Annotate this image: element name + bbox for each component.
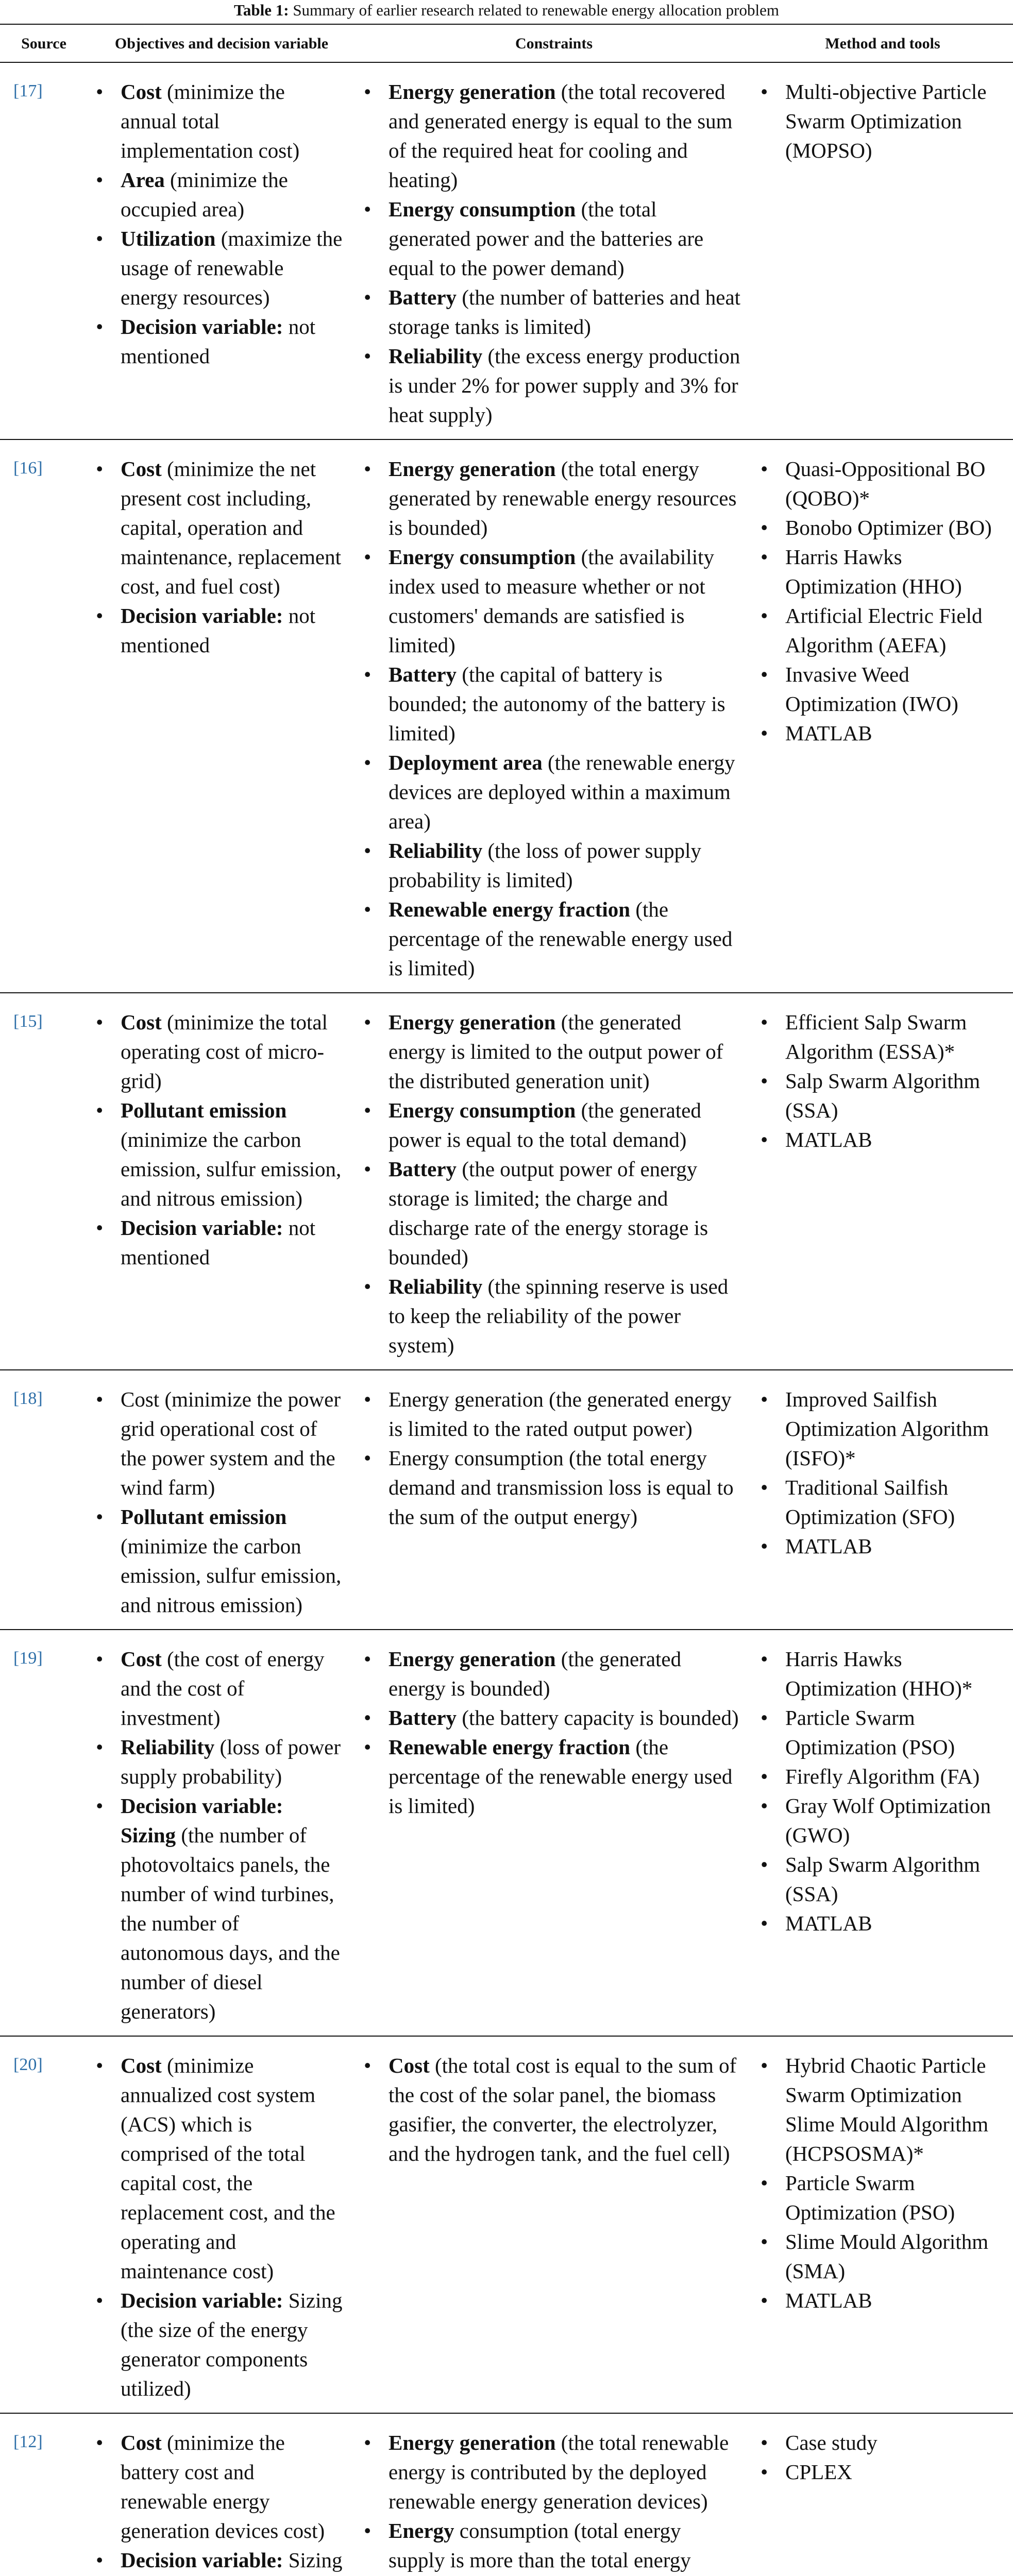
item-text: Bonobo Optimizer (BO) xyxy=(785,516,992,539)
item-keyword: Decision variable: xyxy=(121,604,283,628)
methods-cell xyxy=(752,1370,1013,1630)
column-header-methods: Method and tools xyxy=(752,24,1013,62)
list-item xyxy=(356,1444,752,1532)
methods-list xyxy=(752,2051,1013,2315)
item-keyword: Deployment area xyxy=(389,751,543,774)
list-item xyxy=(88,601,356,660)
item-keyword: Energy generation xyxy=(389,1010,556,1034)
item-keyword: Reliability xyxy=(389,1275,483,1298)
item-text: Slime Mould Algorithm (SMA) xyxy=(785,2230,989,2283)
constraints-list xyxy=(356,1385,752,1532)
item-text: (the total generated power and the batteries are equal to the power demand) xyxy=(389,197,704,280)
constraints-list xyxy=(356,1008,752,1360)
item-keyword: Utilization xyxy=(121,227,216,250)
methods-cell xyxy=(752,62,1013,439)
item-text: (minimize the annual total implementation cost) xyxy=(121,80,300,162)
item-text: Energy generation (the generated energy is limited to the rated output power) xyxy=(389,1387,732,1440)
objectives-list xyxy=(88,1008,356,1272)
item-keyword: Cost xyxy=(121,2431,162,2454)
list-item xyxy=(356,1385,752,1444)
item-text: Hybrid Chaotic Particle Swarm Optimization Slime Mould Algorithm (HCPSOSMA)* xyxy=(785,2054,989,2165)
objectives-cell xyxy=(88,1630,356,2036)
constraints-cell xyxy=(356,2413,752,2576)
list-item xyxy=(356,543,752,660)
constraints-list xyxy=(356,77,752,430)
list-item xyxy=(752,1762,1013,1791)
list-item xyxy=(88,1213,356,1272)
item-text: (loss of power supply probability) xyxy=(121,1735,341,1788)
list-item xyxy=(356,2051,752,2168)
constraints-cell xyxy=(356,993,752,1370)
item-text: Harris Hawks Optimization (HHO) xyxy=(785,545,962,598)
item-text: not mentioned xyxy=(121,604,316,657)
column-header-objectives: Objectives and decision variable xyxy=(88,24,356,62)
list-item xyxy=(752,1645,1013,1703)
source-citation-link[interactable]: [16] xyxy=(0,439,88,993)
item-text: (the spinning reserve is used to keep the reliability of the power system) xyxy=(389,1275,729,1357)
list-item xyxy=(752,1909,1013,1938)
item-text: Particle Swarm Optimization (PSO) xyxy=(785,1706,955,1759)
list-item xyxy=(356,1272,752,1360)
list-item xyxy=(752,1791,1013,1850)
list-item xyxy=(356,836,752,895)
source-citation-link[interactable]: [15] xyxy=(0,993,88,1370)
item-keyword: Decision variable: Sizing xyxy=(121,1794,283,1847)
item-text: (the total energy generated by renewable energy resources is bounded) xyxy=(389,457,737,539)
item-text: Artificial Electric Field Algorithm (AEFA) xyxy=(785,604,983,657)
methods-list xyxy=(752,1385,1013,1561)
item-text: MATLAB xyxy=(785,1128,872,1151)
item-keyword: Reliability xyxy=(389,344,483,368)
list-item xyxy=(752,660,1013,719)
list-item xyxy=(356,660,752,748)
item-text: Gray Wolf Optimization (GWO) xyxy=(785,1794,991,1847)
item-keyword: Energy generation xyxy=(389,80,556,104)
table-body xyxy=(0,62,1013,2576)
methods-cell xyxy=(752,2036,1013,2413)
item-keyword: Battery xyxy=(389,285,457,309)
item-text: (the number of photovoltaics panels, the number of wind turbines, the number of autonomous days, and the number of diesel generators) xyxy=(121,1823,340,2023)
item-text: Energy consumption (the total energy demand and transmission loss is equal to the sum of the output energy) xyxy=(389,1446,734,1529)
item-text: (minimize the carbon emission, sulfur emission, and nitrous emission) xyxy=(121,1128,342,1210)
item-keyword: Energy generation xyxy=(389,2431,556,2454)
list-item xyxy=(752,2458,1013,2487)
objectives-list xyxy=(88,77,356,371)
list-item xyxy=(356,2516,752,2576)
list-item xyxy=(356,342,752,430)
list-item xyxy=(356,77,752,195)
list-item xyxy=(752,513,1013,543)
objectives-list xyxy=(88,454,356,660)
item-keyword: Energy consumption xyxy=(389,197,576,221)
objectives-cell xyxy=(88,2036,356,2413)
item-text: MATLAB xyxy=(785,1911,872,1935)
item-text: Sizing xyxy=(288,2548,343,2572)
list-item xyxy=(356,748,752,836)
list-item xyxy=(752,1008,1013,1066)
methods-list xyxy=(752,1008,1013,1155)
list-item xyxy=(356,1008,752,1096)
header-row xyxy=(0,24,1013,62)
item-text: (the generated power is equal to the total demand) xyxy=(389,1098,701,1151)
list-item xyxy=(752,543,1013,601)
item-keyword: Decision variable: xyxy=(121,2289,283,2312)
item-keyword: Cost xyxy=(121,80,162,104)
item-keyword: Energy consumption xyxy=(389,1098,576,1122)
list-item xyxy=(88,1733,356,1791)
methods-cell xyxy=(752,439,1013,993)
objectives-cell xyxy=(88,62,356,439)
item-keyword: Cost xyxy=(121,1010,162,1034)
item-text: (the loss of power supply probability is limited) xyxy=(389,839,701,892)
item-text: (the cost of energy and the cost of investment) xyxy=(121,1647,325,1730)
item-text: (the excess energy production is under 2% for power supply and 3% for heat supply) xyxy=(389,344,740,427)
item-keyword: Battery xyxy=(389,1157,457,1181)
item-text: consumption (total energy supply is more than the total energy xyxy=(389,2519,691,2572)
constraints-list xyxy=(356,2051,752,2168)
item-text: (the generated energy is bounded) xyxy=(389,1647,682,1700)
item-keyword: Energy generation xyxy=(389,457,556,481)
item-text: Multi-objective Particle Swarm Optimization (MOPSO) xyxy=(785,80,987,162)
item-keyword: Decision variable: xyxy=(121,315,283,338)
list-item xyxy=(752,454,1013,513)
objectives-cell xyxy=(88,1370,356,1630)
item-text: (the percentage of the renewable energy used is limited) xyxy=(389,1735,733,1818)
list-item xyxy=(752,2286,1013,2315)
list-item xyxy=(752,719,1013,748)
constraints-cell xyxy=(356,62,752,439)
item-keyword: Decision variable: xyxy=(121,1216,283,1240)
methods-list xyxy=(752,1645,1013,1938)
item-keyword: Cost xyxy=(121,457,162,481)
item-text: (the total cost is equal to the sum of the cost of the solar panel, the biomass gasifier, the converter, the electrolyzer, and the hydrogen tank, and the fuel cell) xyxy=(389,2054,737,2165)
constraints-cell xyxy=(356,1630,752,2036)
item-keyword: Pollutant emission xyxy=(121,1098,287,1122)
objectives-list xyxy=(88,1645,356,2026)
table-row xyxy=(0,1630,1013,2036)
list-item xyxy=(752,1473,1013,1532)
constraints-cell xyxy=(356,2036,752,2413)
methods-cell xyxy=(752,993,1013,1370)
item-text: Case study xyxy=(785,2431,877,2454)
objectives-list xyxy=(88,2051,356,2403)
item-text: (the number of batteries and heat storage tanks is limited) xyxy=(389,285,741,338)
list-item xyxy=(88,2546,356,2576)
list-item xyxy=(356,454,752,543)
item-text: Efficient Salp Swarm Algorithm (ESSA)* xyxy=(785,1010,967,1063)
methods-cell xyxy=(752,2413,1013,2576)
constraints-cell xyxy=(356,439,752,993)
item-keyword: Cost xyxy=(121,2054,162,2077)
item-text: Harris Hawks Optimization (HHO)* xyxy=(785,1647,973,1700)
item-keyword: Battery xyxy=(389,1706,457,1730)
item-text: (minimize the net present cost including, capital, operation and maintenance, replacement cost, and fuel cost) xyxy=(121,457,341,598)
objectives-list xyxy=(88,1385,356,1620)
item-text: not mentioned xyxy=(121,315,316,368)
list-item xyxy=(88,2051,356,2286)
item-text: Salp Swarm Algorithm (SSA) xyxy=(785,1853,981,1906)
list-item xyxy=(356,1155,752,1272)
item-keyword: Cost xyxy=(389,2054,430,2077)
item-text: (the output power of energy storage is limited; the charge and discharge rate of the energy storage is bounded) xyxy=(389,1157,708,1269)
table-row xyxy=(0,2036,1013,2413)
list-item xyxy=(356,895,752,983)
constraints-list xyxy=(356,454,752,983)
source-citation-link[interactable]: [17] xyxy=(0,62,88,439)
item-text: Cost (minimize the power grid operational cost of the power system and the wind farm) xyxy=(121,1387,341,1499)
list-item xyxy=(752,2051,1013,2168)
methods-list xyxy=(752,454,1013,748)
item-keyword: Energy generation xyxy=(389,1647,556,1671)
list-item xyxy=(356,1733,752,1821)
table-caption-label: Table 1: xyxy=(234,1,289,19)
source-citation-link[interactable]: [20] xyxy=(0,2036,88,2413)
item-text: (the percentage of the renewable energy used is limited) xyxy=(389,897,733,980)
list-item xyxy=(356,1645,752,1703)
list-item xyxy=(88,1008,356,1096)
objectives-cell xyxy=(88,993,356,1370)
methods-cell xyxy=(752,1630,1013,2036)
item-text: (the generated energy is limited to the output power of the distributed generation unit) xyxy=(389,1010,723,1093)
item-text: Traditional Sailfish Optimization (SFO) xyxy=(785,1476,955,1529)
item-keyword: Renewable energy fraction xyxy=(389,1735,631,1759)
list-item xyxy=(88,1096,356,1213)
column-header-source: Source xyxy=(0,24,88,62)
table-row xyxy=(0,1370,1013,1630)
table-caption xyxy=(0,0,1013,23)
constraints-cell xyxy=(356,1370,752,1630)
item-text: (the renewable energy devices are deployed within a maximum area) xyxy=(389,751,735,833)
item-keyword: Area xyxy=(121,168,165,192)
constraints-list xyxy=(356,2428,752,2576)
list-item xyxy=(356,2428,752,2516)
list-item xyxy=(752,601,1013,660)
source-citation-link[interactable]: [19] xyxy=(0,1630,88,2036)
list-item xyxy=(356,283,752,342)
item-text: MATLAB xyxy=(785,2289,872,2312)
constraints-list xyxy=(356,1645,752,1821)
list-item xyxy=(88,1645,356,1733)
item-text: (the total recovered and generated energy is equal to the sum of the required heat for cooling and heating) xyxy=(389,80,733,192)
list-item xyxy=(356,195,752,283)
source-citation-link[interactable]: [18] xyxy=(0,1370,88,1630)
item-text: (minimize the total operating cost of micro-grid) xyxy=(121,1010,328,1093)
item-keyword: Energy xyxy=(389,2519,454,2543)
item-text: (the battery capacity is bounded) xyxy=(457,1706,739,1730)
item-text: (the capital of battery is bounded; the autonomy of the battery is limited) xyxy=(389,663,725,745)
table-header xyxy=(0,24,1013,62)
table-row xyxy=(0,62,1013,439)
list-item xyxy=(752,1066,1013,1125)
item-text: CPLEX xyxy=(785,2460,852,2484)
list-item xyxy=(88,2428,356,2546)
item-keyword: Energy consumption xyxy=(389,545,576,569)
item-keyword: Reliability xyxy=(389,839,483,862)
list-item xyxy=(88,312,356,371)
source-citation-link[interactable]: [12] xyxy=(0,2413,88,2576)
list-item xyxy=(356,1096,752,1155)
list-item xyxy=(88,1502,356,1620)
objectives-list xyxy=(88,2428,356,2576)
methods-list xyxy=(752,77,1013,165)
item-text: (minimize annualized cost system (ACS) which is comprised of the total capital cost, the replacement cost, and the operating and maintenance cost) xyxy=(121,2054,335,2283)
item-keyword: Battery xyxy=(389,663,457,686)
item-text: Salp Swarm Algorithm (SSA) xyxy=(785,1069,981,1122)
table-row xyxy=(0,993,1013,1370)
objectives-cell xyxy=(88,2413,356,2576)
list-item xyxy=(752,2428,1013,2458)
item-text: (the availability index used to measure whether or not customers' demands are satisfied is limited) xyxy=(389,545,715,657)
list-item xyxy=(356,1703,752,1733)
methods-list xyxy=(752,2428,1013,2487)
list-item xyxy=(88,2286,356,2403)
list-item xyxy=(88,1791,356,2026)
list-item xyxy=(88,454,356,601)
item-text: not mentioned xyxy=(121,1216,316,1269)
table-caption-text: Summary of earlier research related to renewable energy allocation problem xyxy=(293,1,779,19)
item-text: MATLAB xyxy=(785,721,872,745)
item-keyword: Decision variable: xyxy=(121,2548,283,2572)
item-text: (maximize the usage of renewable energy resources) xyxy=(121,227,343,309)
item-text: Invasive Weed Optimization (IWO) xyxy=(785,663,958,716)
item-text: Sizing (the size of the energy generator components utilized) xyxy=(121,2289,343,2400)
list-item xyxy=(752,1850,1013,1909)
objectives-cell xyxy=(88,439,356,993)
list-item xyxy=(752,1703,1013,1762)
column-header-constraints: Constraints xyxy=(356,24,752,62)
list-item xyxy=(88,224,356,312)
list-item xyxy=(752,77,1013,165)
list-item xyxy=(752,1385,1013,1473)
item-text: Improved Sailfish Optimization Algorithm (ISFO)* xyxy=(785,1387,989,1470)
item-text: (the total renewable energy is contributed by the deployed renewable energy generation devices) xyxy=(389,2431,729,2513)
item-text: (minimize the carbon emission, sulfur emission, and nitrous emission) xyxy=(121,1534,342,1617)
item-text: Quasi-Oppositional BO (QOBO)* xyxy=(785,457,986,510)
item-keyword: Renewable energy fraction xyxy=(389,897,631,921)
list-item xyxy=(752,1532,1013,1561)
item-text: Particle Swarm Optimization (PSO) xyxy=(785,2171,955,2224)
summary-table xyxy=(0,24,1013,2576)
list-item xyxy=(752,2168,1013,2227)
list-item xyxy=(752,1125,1013,1155)
list-item xyxy=(88,165,356,224)
item-keyword: Reliability xyxy=(121,1735,215,1759)
table-row xyxy=(0,2413,1013,2576)
item-text: (minimize the occupied area) xyxy=(121,168,288,221)
item-keyword: Pollutant emission xyxy=(121,1505,287,1529)
item-text: MATLAB xyxy=(785,1534,872,1558)
item-text: Firefly Algorithm (FA) xyxy=(785,1765,980,1788)
table-row xyxy=(0,439,1013,993)
item-keyword: Cost xyxy=(121,1647,162,1671)
item-text: (minimize the battery cost and renewable energy generation devices cost) xyxy=(121,2431,325,2543)
list-item xyxy=(88,77,356,165)
list-item xyxy=(88,1385,356,1502)
list-item xyxy=(752,2227,1013,2286)
